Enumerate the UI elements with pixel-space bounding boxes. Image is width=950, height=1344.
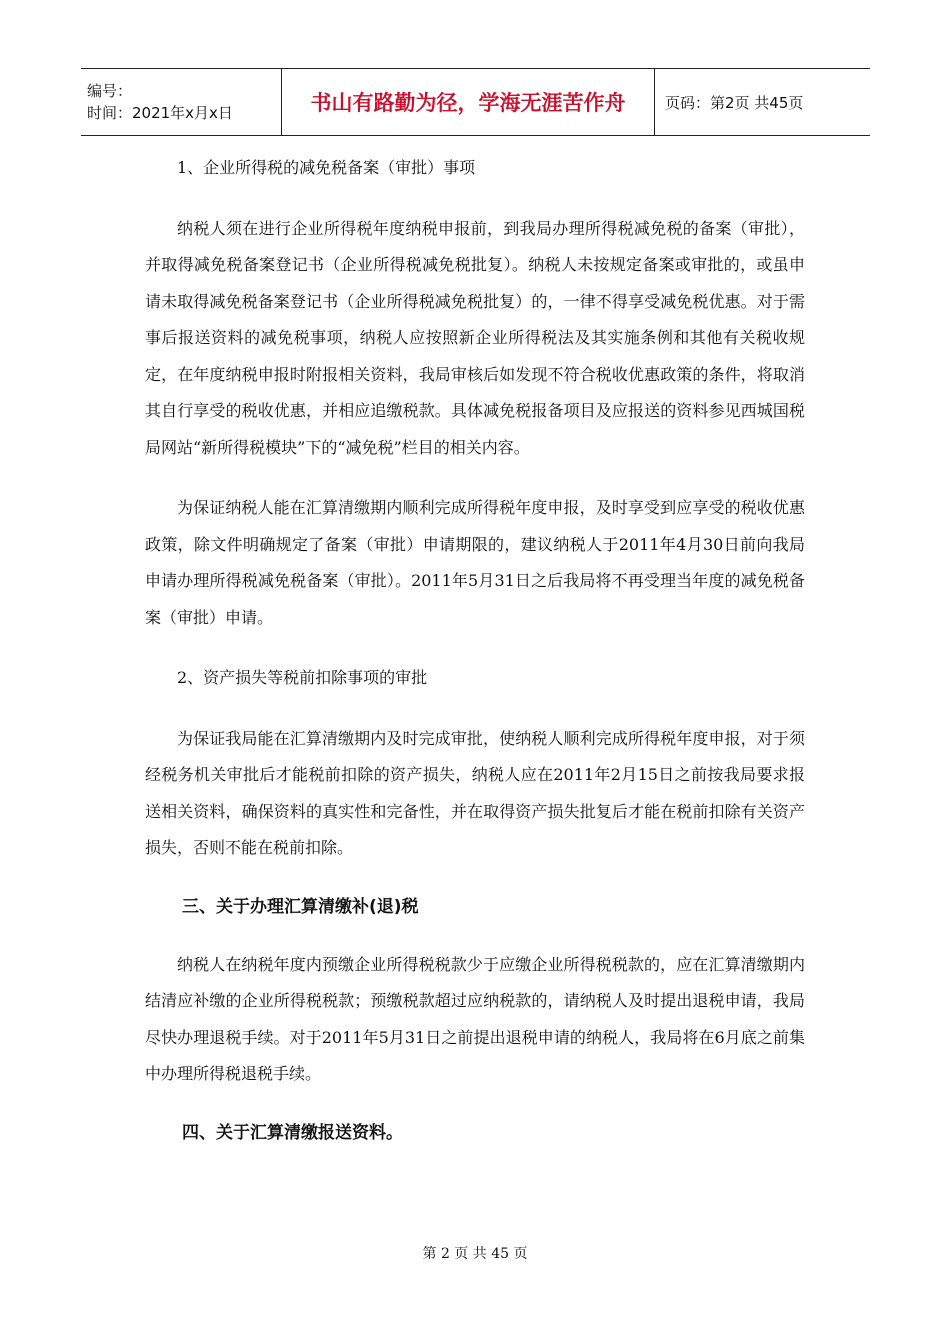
item2-title: 2、资产损失等税前扣除事项的审批 [177, 668, 428, 687]
header-motto-cell [281, 69, 655, 135]
item2-paragraph-1: 为保证我局能在汇算清缴期内及时完成审批，使纳税人顺利完成所得税年度申报，对于须经税务机关审批后才能税前扣除的资产损失，纳税人应在2011年2月15日之前按我局要求报送相关资料，确保资料的真实性和完备性，并在取得资产损失批复后才能在税前扣除有关资产损失，否则不能在税前扣除。 [145, 728, 805, 857]
document-number-label: 编号： [87, 82, 133, 100]
header-motto: 书山有路勤为径，学海无涯苦作舟 [310, 91, 626, 115]
section3-paragraph-1: 纳税人在纳税年度内预缴企业所得税税款少于应缴企业所得税税款的，应在汇算清缴期内结清应补缴的企业所得税税款；预缴税款超过应纳税款的，请纳税人及时提出退税申请，我局尽快办理退税手续。对于2011年5月31日之前提出退税申请的纳税人，我局将在6月底之前集中办理所得税退税手续。 [145, 954, 805, 1083]
section4-heading: 四、关于汇算清缴报送资料。 [182, 1122, 403, 1143]
page-footer: 第 2 页 共 45 页 [422, 1246, 528, 1262]
document-date-label: 时间：2021年x月x日 [87, 104, 233, 122]
item1-title: 1、企业所得税的减免税备案（审批）事项 [177, 158, 476, 177]
header-page-cell [655, 69, 870, 135]
item1-paragraph-1: 纳税人须在进行企业所得税年度纳税申报前，到我局办理所得税减免税的备案（审批），并取得减免税备案登记书（企业所得税减免税批复）。纳税人未按规定备案或审批的，或虽申请未取得减免税备案登记书（企业所得税减免税批复）的，一律不得享受减免税优惠。对于需事后报送资料的减免税事项，纳税人应按照新企业所得税法及其实施条例和其他有关税收规定，在年度纳税申报时附报相关资料，我局审核后如发现不符合税收优惠政策的条件，将取消其自行享受的税收优惠，并相应追缴税款。具体减免税报备项目及应报送的资料参见西城国税局网站“新所得税模块”下的“减免税”栏目的相关内容。 [145, 218, 805, 457]
document-body [145, 150, 805, 1151]
header-page-label: 页码：第2页 共45页 [665, 93, 804, 112]
section3-heading: 三、关于办理汇算清缴补(退)税 [182, 896, 419, 917]
header-meta [81, 69, 281, 135]
item1-paragraph-2: 为保证纳税人能在汇算清缴期内顺利完成所得税年度申报，及时享受到应享受的税收优惠政策，除文件明确规定了备案（审批）申请期限的，建议纳税人于2011年4月30日前向我局申请办理所得税减免税备案（审批）。2011年5月31日之后我局将不再受理当年度的减免税备案（审批）申请。 [145, 498, 805, 627]
document-header [81, 68, 870, 136]
